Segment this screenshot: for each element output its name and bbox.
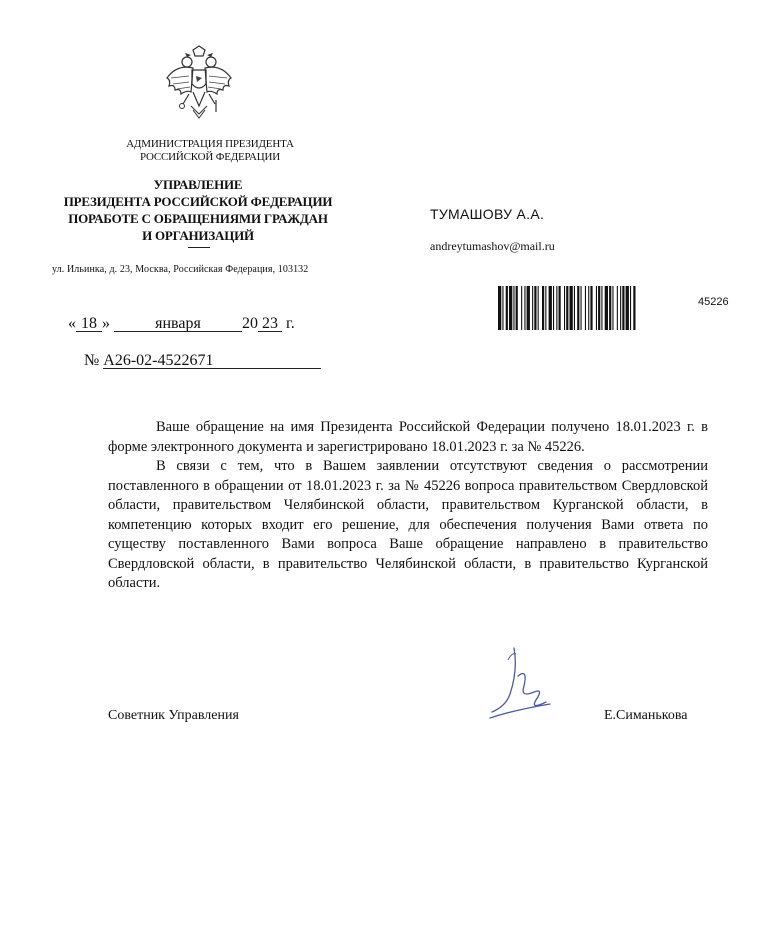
barcode-bar xyxy=(506,286,508,330)
barcode-bar xyxy=(532,286,533,330)
barcode-bar xyxy=(498,286,501,330)
admin-line-1: АДМИНИСТРАЦИЯ ПРЕЗИДЕНТА xyxy=(126,138,294,150)
barcode-bar xyxy=(553,286,554,330)
recipient-name: ТУМАШОВУ А.А. xyxy=(430,206,545,222)
barcode-bar xyxy=(566,286,568,330)
dept-line-2: ПРЕЗИДЕНТА РОССИЙСКОЙ ФЕДЕРАЦИИ xyxy=(63,194,333,209)
dept-line-1: УПРАВЛЕНИЕ xyxy=(153,177,243,192)
department-heading xyxy=(48,176,348,244)
reg-number: А26-02-4522671 xyxy=(103,353,321,369)
barcode-bar xyxy=(509,286,512,330)
date-year-prefix: 20 xyxy=(242,315,258,332)
date-month: января xyxy=(114,316,242,332)
barcode-bar xyxy=(633,286,635,330)
barcode-bar xyxy=(630,286,631,330)
date-open-quote: « xyxy=(68,315,76,332)
barcode-bar xyxy=(516,286,518,330)
letter-date xyxy=(68,315,295,333)
admin-line-2: РОССИЙСКОЙ ФЕДЕРАЦИИ xyxy=(139,151,281,163)
barcode-bar xyxy=(545,286,546,330)
recipient-email: andreytumashov@mail.ru xyxy=(430,239,555,253)
barcode-bar xyxy=(527,286,530,330)
barcode-bar xyxy=(524,286,525,330)
date-day: 18 xyxy=(76,316,102,332)
barcode-bar xyxy=(590,286,592,330)
handwritten-signature xyxy=(484,640,556,730)
date-year-suffix: 23 xyxy=(258,316,282,332)
body-paragraph-1: Ваше обращение на имя Президента Российской Федерации получено 18.01.2023 г. в форме электронного документа и зарегистрировано 18.01.2023 г. за № 45226. xyxy=(108,419,708,455)
registration-number xyxy=(84,352,321,370)
signatory-title: Советник Управления xyxy=(108,708,239,723)
body-paragraph-2: В связи с тем, что в Вашем заявлении отсутствуют сведения о рассмотрении поставленного в обращении от 18.01.2023 г. за № 45226 вопроса правительством Свердловской области, правительством Челябинской области, правительством Курганской области, в компетенцию которых входит его решение, для обеспечения получения Вами ответа по существу поставленного Вами вопроса Ваше обращение направлено в правительство Свердловской области, в правительство Челябинской области, в правительство Курганской области. xyxy=(108,458,708,591)
barcode-bar xyxy=(585,286,586,330)
state-emblem xyxy=(163,44,235,124)
barcode-bar xyxy=(601,286,602,330)
barcode-bar xyxy=(596,286,597,330)
barcode-bar xyxy=(617,286,618,330)
barcode-bar xyxy=(581,286,582,330)
date-close-quote: » xyxy=(102,315,110,332)
barcode-bar xyxy=(588,286,589,330)
barcode-bar xyxy=(622,286,624,330)
barcode-bar xyxy=(521,286,522,330)
barcode-bar xyxy=(538,286,539,330)
barcode-bar xyxy=(626,286,629,330)
barcode-bar xyxy=(564,286,565,330)
barcode-bar xyxy=(549,286,552,330)
heading-divider xyxy=(188,247,210,248)
barcode-bar xyxy=(620,286,621,330)
date-year-label: г. xyxy=(286,315,295,332)
letter-body xyxy=(108,418,708,594)
barcode-bar xyxy=(559,286,561,330)
barcode-bar xyxy=(612,286,613,330)
administration-heading xyxy=(100,138,320,164)
barcode-bar xyxy=(570,286,573,330)
barcode-bar xyxy=(542,286,544,330)
barcode-bar xyxy=(609,286,611,330)
reg-prefix: № xyxy=(84,352,100,369)
barcode-bar xyxy=(605,286,608,330)
barcode-number: 45226 xyxy=(698,296,729,308)
barcode-bar xyxy=(574,286,575,330)
barcode xyxy=(498,286,682,330)
sender-address: ул. Ильинка, д. 23, Москва, Российская Федерация, 103132 xyxy=(52,264,309,275)
barcode-bar xyxy=(502,286,503,330)
barcode-bar xyxy=(534,286,536,330)
barcode-bar xyxy=(577,286,579,330)
signatory-name: Е.Симанькова xyxy=(604,708,688,723)
barcode-bar xyxy=(598,286,600,330)
barcode-bar xyxy=(513,286,514,330)
barcode-bar xyxy=(556,286,557,330)
dept-line-3: ПОРАБОТЕ С ОБРАЩЕНИЯМИ ГРАЖДАН xyxy=(68,211,328,226)
dept-line-4: И ОРГАНИЗАЦИЙ xyxy=(142,228,254,243)
